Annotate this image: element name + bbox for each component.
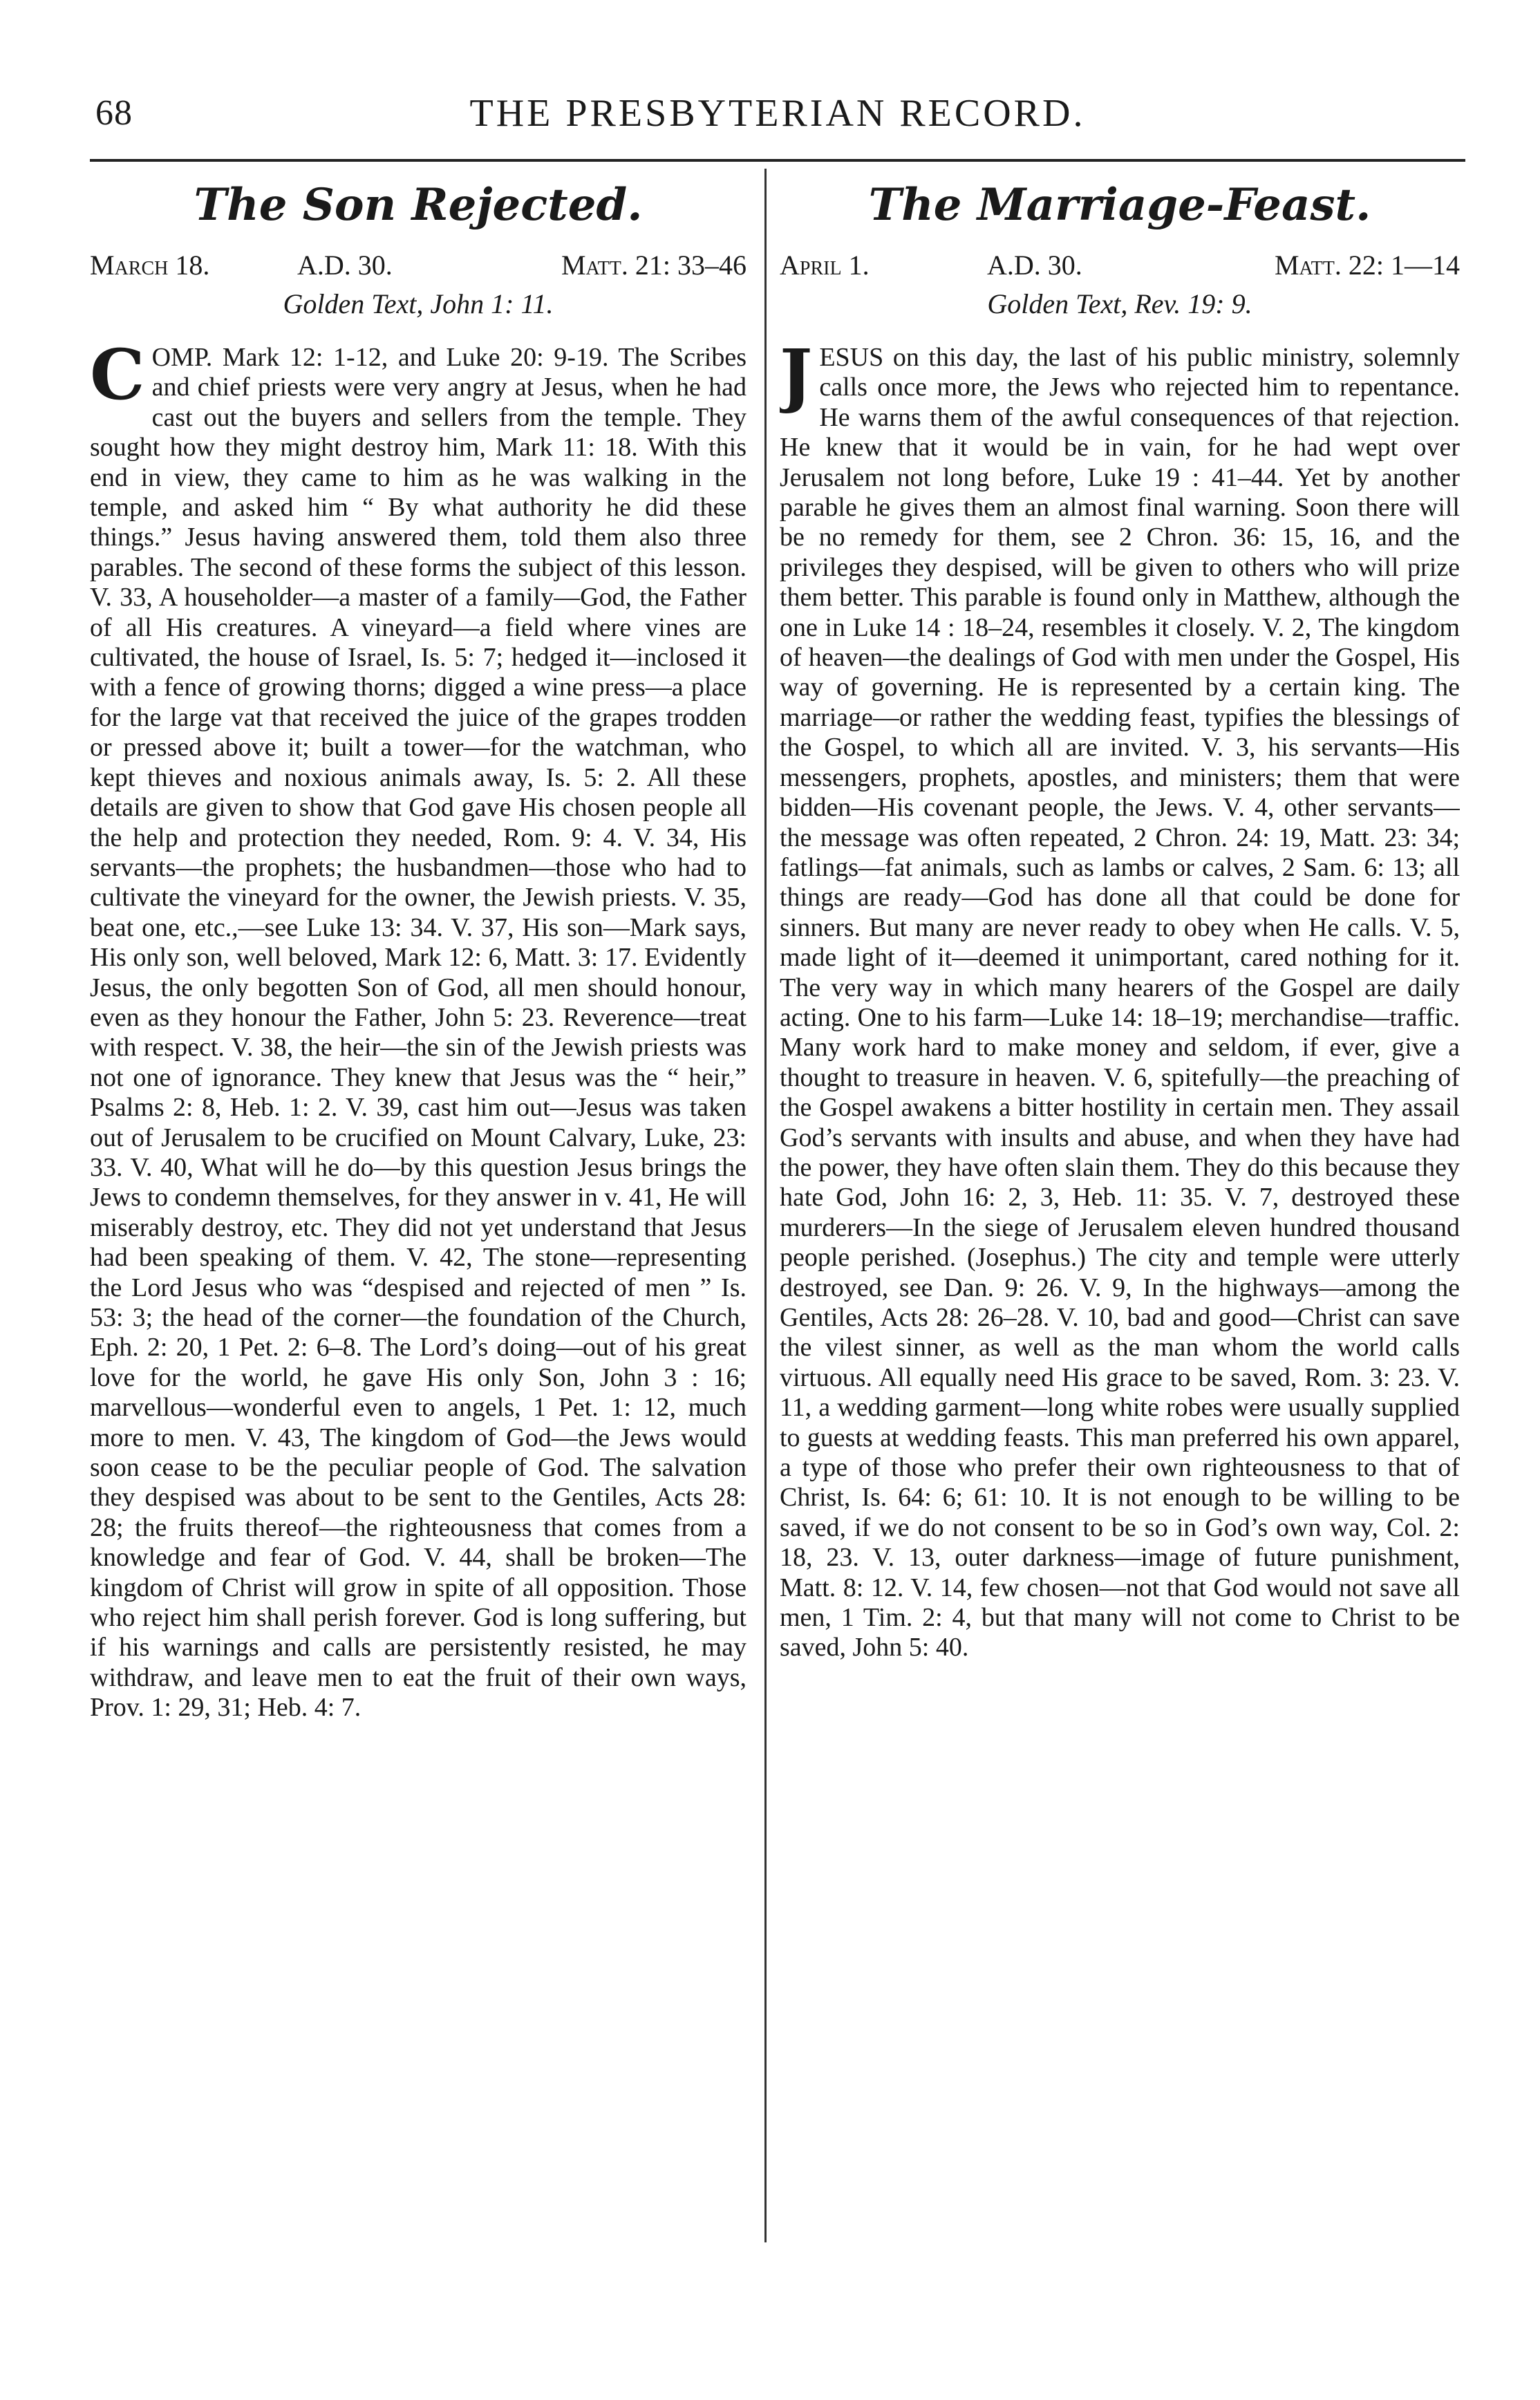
lesson-meta (780, 246, 1460, 285)
drop-cap: C (90, 334, 145, 415)
lesson-title: The Son Rejected. (194, 179, 643, 231)
scripture-reference: Matt. 21: 33–46 (561, 250, 746, 281)
scripture-reference: Matt. 22: 1—14 (1274, 250, 1460, 281)
lesson-title: The Marriage-Feast. (868, 179, 1371, 231)
lesson-body-text: OMP. Mark 12: 1-12, and Luke 20: 9-19. The Scribes and chief priests were very angry at Jesus, when he had cast out the buyers and sellers from the temple. They sought how they might destroy him, Mark 11: 18. With this end in view, they came to him as he was walking in the temple, and asked him “ By what authority he did these things.” Jesus having answered them, told them also three parables. The second of these forms the subject of this lesson. V. 33, A householder—a master of a family—God, the Father of all His creatures. A vineyard—a field where vines are cultivated, the house of Israel, Is. 5: 7; hedged it—inclosed it with a fence of growing thorns; digged a wine press—a place for the large vat that received the juice of the grapes trodden or pressed above it; built a tower—for the watchman, who kept thieves and noxious animals away, Is. 5: 2. All these details are given to show that God gave His chosen people all the help and protection they needed, Rom. 9: 4. V. 34, His servants—the prophets; the husbandmen—those who had to cultivate the vineyard for the owner, the Jewish priests. V. 35, beat one, etc.,—see Luke 13: 34. V. 37, His son—Mark says, His only son, well beloved, Mark 12: 6, Matt. 3: 17. Evidently Jesus, the only begotten Son of God, all men should honour, even as they honour the Father, John 5: 23. Reverence—treat with respect. V. 38, the heir—the sin of the Jewish priests was not one of ignorance. They knew that Jesus was the “ heir,” Psalms 2: 8, Heb. 1: 2. V. 39, cast him out—Jesus was taken out of Jerusalem to be crucified on Mount Calvary, Luke, 23: 33. V. 40, What will he do—by this question Jesus brings the Jews to condemn themselves, for they answer in v. 41, He will miserably destroy, etc. They did not yet understand that Jesus had been speaking of them. V. 42, The stone—representing the Lord Jesus who was “despised and rejected of men ” Is. 53: 3; the head of the corner—the foundation of the Church, Eph. 2: 20, 1 Pet. 2: 6–8. The Lord’s doing—out of his great love for the world, he gave His only Son, John 3 : 16; marvellous—wonderful even to angels, 1 Pet. 1: 12, much more to men. V. 43, The kingdom of God—the Jews would soon cease to be the peculiar people of God. The salvation they despised was about to be sent to the Gentiles, Acts 28: 28; the fruits thereof—the righteousness that comes from a knowledge and fear of God. V. 44, shall be broken—The kingdom of Christ will grow in spite of all opposition. Those who reject him shall perish forever. God is long suffering, but if his warnings and calls are persistently resisted, he may withdraw, and leave men to eat the fruit of their own ways, Prov. 1: 29, 31; Heb. 4: 7. (90, 343, 746, 1723)
lesson-date: March 18. (90, 250, 210, 281)
lesson-year: A.D. 30. (987, 250, 1082, 281)
page-number: 68 (95, 93, 133, 133)
running-title: THE PRESBYTERIAN RECORD. (469, 92, 1086, 135)
lesson-date: April 1. (780, 250, 870, 281)
page-header (90, 88, 1465, 151)
lesson-left (90, 173, 746, 1723)
drop-cap: J (780, 334, 813, 415)
golden-text: Golden Text, Rev. 19: 9. (987, 288, 1252, 319)
lesson-body (90, 334, 746, 1723)
column-divider (764, 169, 767, 2242)
lesson-meta (90, 246, 746, 285)
header-rule (90, 159, 1465, 162)
golden-text: Golden Text, John 1: 11. (283, 288, 554, 319)
lesson-body (780, 334, 1460, 1663)
lesson-right (780, 173, 1460, 1663)
lesson-body-text: ESUS on this day, the last of his public ministry, solemnly calls once more, the Jews who rejected him to repentance. He warns them of the awful consequences of that rejection. He knew that it would be in vain, for he had wept over Jerusalem not long before, Luke 19 : 41–44. Yet by another parable he gives them an almost final warning. Soon there will be no remedy for them, see 2 Chron. 36: 15, 16, and the privileges they despised, will be given to others who will prize them better. This parable is found only in Matthew, although the one in Luke 14 : 18–24, resembles it closely. V. 2, The kingdom of heaven—the dealings of God with men under the Gospel, His way of governing. He is represented by a certain king. The marriage—or rather the wedding feast, typifies the blessings of the Gospel, to which all are invited. V. 3, his servants—His messengers, prophets, apostles, and ministers; them that were bidden—His covenant people, the Jews. V. 4, other servants—the message was often repeated, 2 Chron. 24: 19, Matt. 23: 34; fatlings—fat animals, such as lambs or calves, 2 Sam. 6: 13; all things are ready—God has done all that could be done for sinners. But many are never ready to obey when He calls. V. 5, made light of it—deemed it unimportant, cared nothing for it. The very way in which many hearers of the Gospel are daily acting. One to his farm—Luke 14: 18–19; merchandise—traffic. Many work hard to make money and seldom, if ever, give a thought to treasure in heaven. V. 6, spitefully—the preaching of the Gospel awakens a bitter hostility in certain men. They assail God’s servants with insults and abuse, and when they have had the power, they have often slain them. They do this because they hate God, John 16: 2, 3, Heb. 11: 35. V. 7, destroyed these murderers—In the siege of Jerusalem eleven hundred thousand people perished. (Josephus.) The city and temple were utterly destroyed, see Dan. 9: 26. V. 9, In the highways—among the Gentiles, Acts 28: 26–28. V. 10, bad and good—Christ can save the vilest sinner, as well as the man whom the world calls virtuous. All equally need His grace to be saved, Rom. 3: 23. V. 11, a wedding garment—long white robes were usually supplied to guests at wedding feasts. This man preferred his own apparel, a type of those who prefer their own righteousness to that of Christ, Is. 64: 6; 61: 10. It is not enough to be willing to be saved, if we do not consent to be so in God’s own way, Col. 2: 18, 23. V. 13, outer darkness—image of future punishment, Matt. 8: 12. V. 14, few chosen—not that God would not save all men, 1 Tim. 2: 4, but that many will not come to Christ to be saved, John 5: 40. (780, 343, 1460, 1662)
lesson-year: A.D. 30. (297, 250, 393, 281)
